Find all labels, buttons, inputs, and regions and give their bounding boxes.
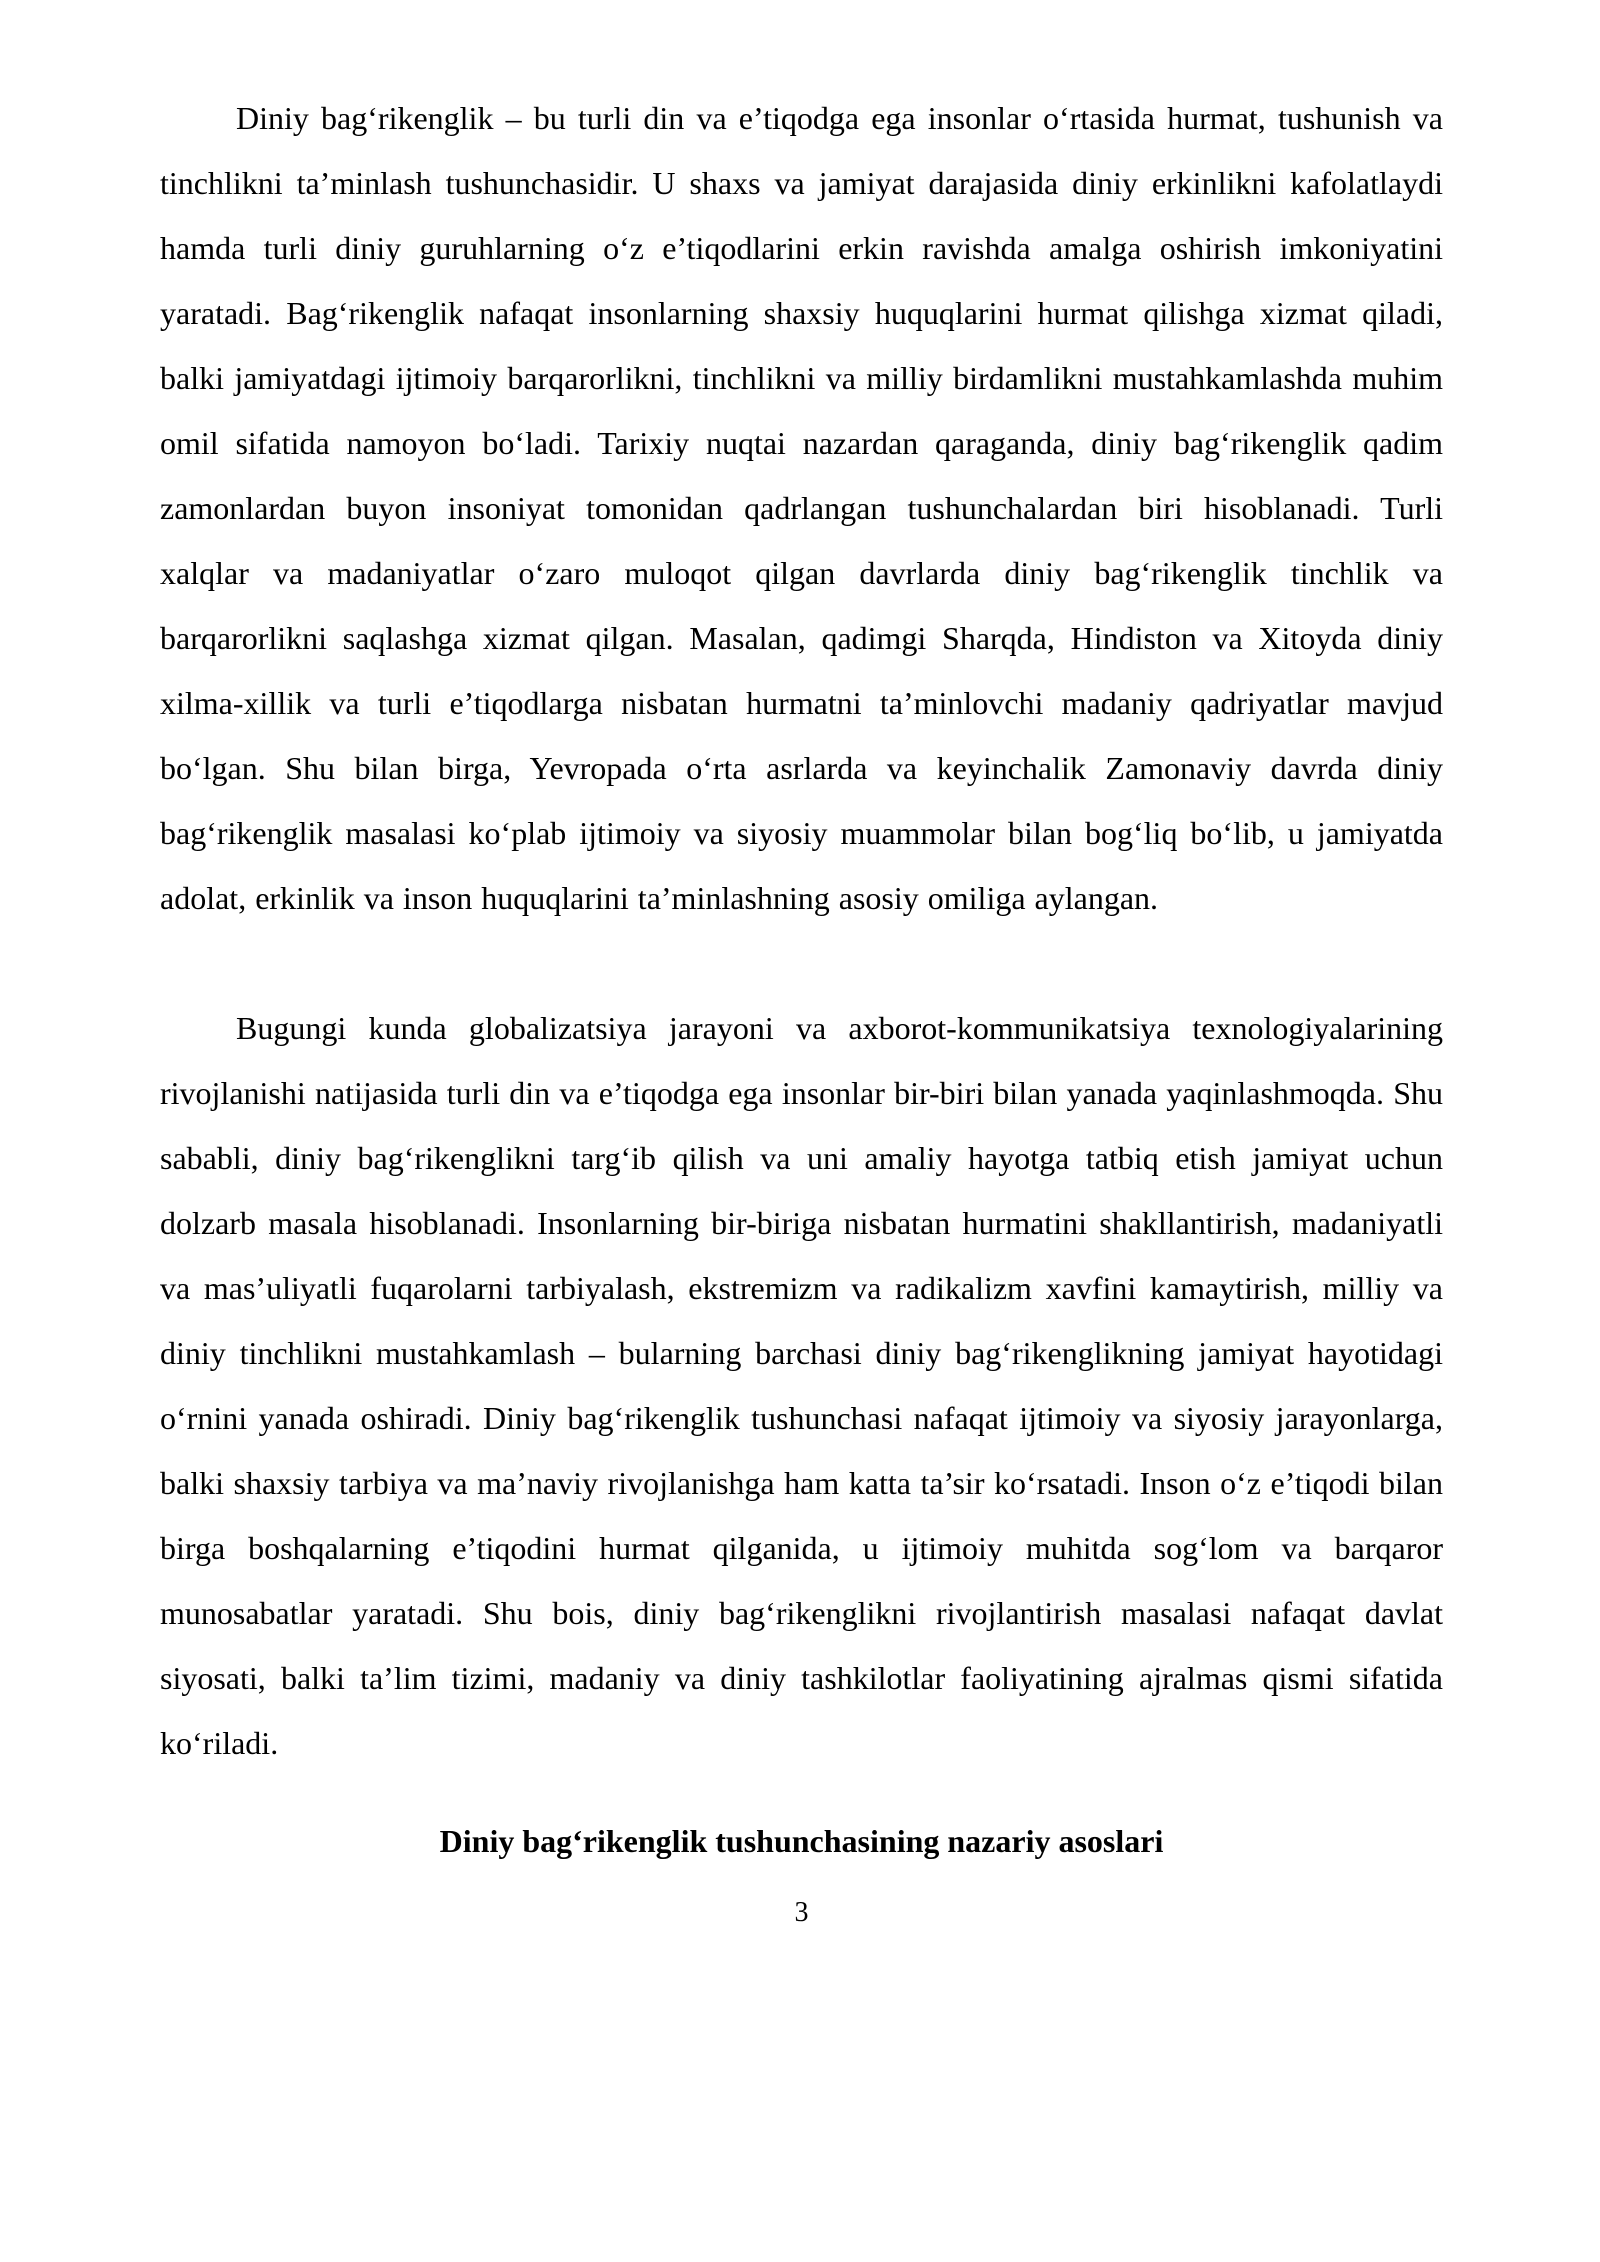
paragraph-globalization: Bugungi kunda globalizatsiya jarayoni va axborot-kommunikatsiya texnologiyalarining rivojlanishi natijasida turli din va e’tiqodga ega insonlar bir-biri bilan yanada yaqinlashmoqda. Shu sababli, diniy bag‘rikenglikni targ‘ib qilish va uni amaliy hayotga tatbiq etish jamiyat uchun dolzarb masala hisoblanadi. Insonlarning bir-biriga nisbatan hurmatini shakllantirish, madaniyatli va mas’uliyatli fuqarolarni tarbiyalash, ekstremizm va radikalizm xavfini kamaytirish, milliy va diniy tinchlikni mustahkamlash – bularning barchasi diniy bag‘rikenglikning jamiyat hayotidagi o‘rnini yanada oshiradi. Diniy bag‘rikenglik tushunchasi nafaqat ijtimoiy va siyosiy jarayonlarga, balki shaxsiy tarbiya va ma’naviy rivojlanishga ham katta ta’sir ko‘rsatadi. Inson o‘z e’tiqodi bilan birga boshqalarning e’tiqodini hurmat qilganida, u ijtimoiy muhitda sog‘lom va barqaror munosabatlar yaratadi. Shu bois, diniy bag‘rikenglikni rivojlantirish masalasi nafaqat davlat siyosati, balki ta’lim tizimi, madaniy va diniy tashkilotlar faoliyatining ajralmas qismi sifatida ko‘riladi. bbox=[160, 1010, 1443, 1761]
page-number: 3 bbox=[794, 1897, 809, 1928]
section-heading: Diniy bag‘rikenglik tushunchasining nazariy asoslari bbox=[439, 1823, 1164, 1859]
paragraph-religious-tolerance-intro: Diniy bag‘rikenglik – bu turli din va e’tiqodga ega insonlar o‘rtasida hurmat, tushunish va tinchlikni ta’minlash tushunchasidir. U shaxs va jamiyat darajasida diniy erkinlikni kafolatlaydi hamda turli diniy guruhlarning o‘z e’tiqodlarini erkin ravishda amalga oshirish imkoniyatini yaratadi. Bag‘rikenglik nafaqat insonlarning shaxsiy huquqlarini hurmat qilishga xizmat qiladi, balki jamiyatdagi ijtimoiy barqarorlikni, tinchlikni va milliy birdamlikni mustahkamlashda muhim omil sifatida namoyon bo‘ladi. Tarixiy nuqtai nazardan qaraganda, diniy bag‘rikenglik qadim zamonlardan buyon insoniyat tomonidan qadrlangan tushunchalardan biri hisoblanadi. Turli xalqlar va madaniyatlar o‘zaro muloqot qilgan davrlarda diniy bag‘rikenglik tinchlik va barqarorlikni saqlashga xizmat qilgan. Masalan, qadimgi Sharqda, Hindiston va Xitoyda diniy xilma-xillik va turli e’tiqodlarga nisbatan hurmatni ta’minlovchi madaniy qadriyatlar mavjud bo‘lgan. Shu bilan birga, Yevropada o‘rta asrlarda va keyinchalik Zamonaviy davrda diniy bag‘rikenglik masalasi ko‘plab ijtimoiy va siyosiy muammolar bilan bog‘liq bo‘lib, u jamiyatda adolat, erkinlik va inson huquqlarini ta’minlashning asosiy omiliga aylangan. bbox=[160, 100, 1443, 916]
